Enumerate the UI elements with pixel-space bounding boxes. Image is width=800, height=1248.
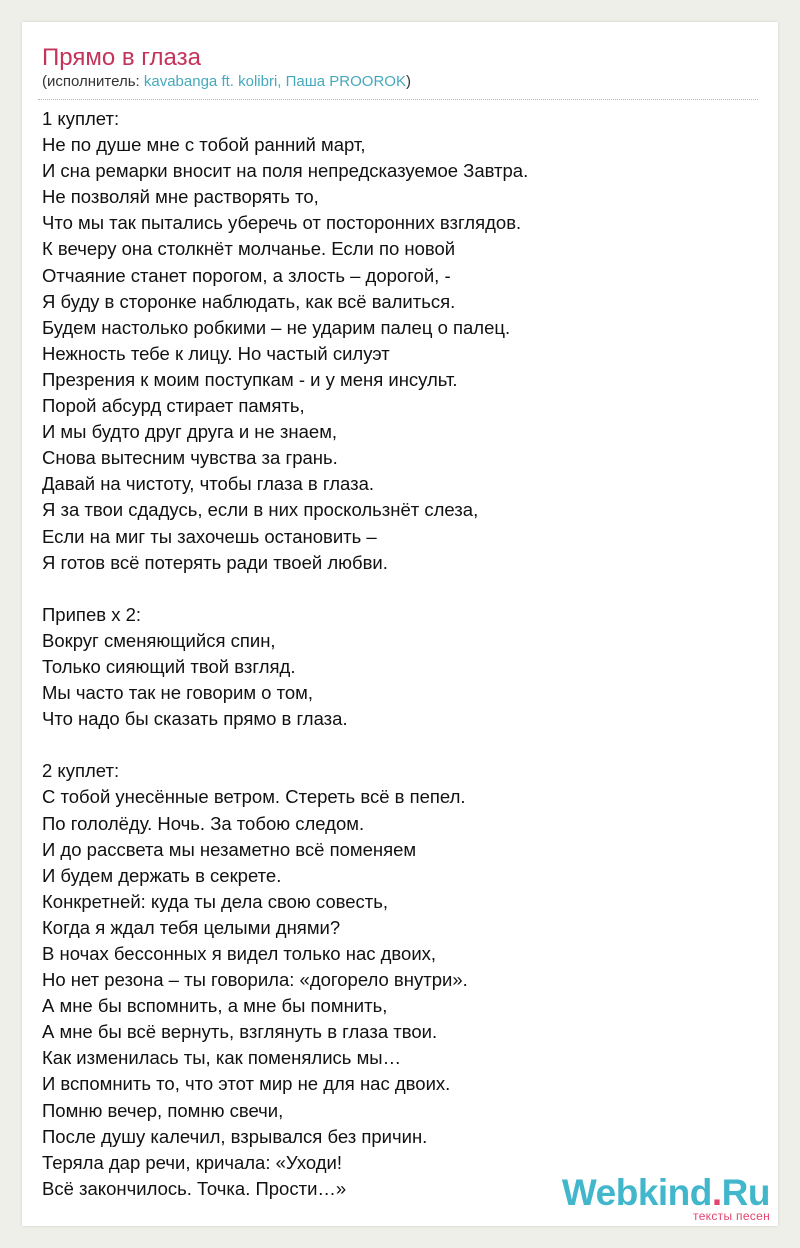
lyric-line: Помню вечер, помню свечи, <box>42 1099 284 1121</box>
lyric-line: Если на миг ты захочешь остановить – <box>42 525 377 547</box>
lyric-line: После душу калечил, взрывался без причин. <box>42 1125 428 1147</box>
lyric-line: 1 куплет: <box>42 108 120 129</box>
lyric-line: Давай на чистоту, чтобы глаза в глаза. <box>42 473 375 495</box>
lyric-line: Только сияющий твой взгляд. <box>42 655 296 677</box>
lyric-line: Вокруг сменяющийся спин, <box>42 629 276 651</box>
lyric-block <box>42 106 762 576</box>
watermark-dot: . <box>711 1172 722 1213</box>
lyrics-text <box>42 106 762 1228</box>
lyric-line: По гололёду. Ночь. За тобою следом. <box>42 812 365 834</box>
lyric-line: Но нет резона – ты говорила: «догорело внутри». <box>42 969 468 991</box>
lyric-line: Конкретней: куда ты дела свою совесть, <box>42 890 389 912</box>
song-title: Прямо в глаза <box>42 44 201 71</box>
lyric-line: А мне бы вспомнить, а мне бы помнить, <box>42 995 388 1017</box>
lyric-line: И вспомнить то, что этот мир не для нас двоих. <box>42 1073 451 1095</box>
lyric-line: Нежность тебе к лицу. Но частый силуэт <box>42 342 390 364</box>
watermark-logo <box>562 1174 770 1212</box>
artist-line <box>42 72 411 92</box>
lyric-line: Будем настолько робкими – не ударим палец о палец. <box>42 316 511 338</box>
lyric-line: Снова вытесним чувства за грань. <box>42 447 338 469</box>
watermark-brand: Webkind <box>561 1172 712 1213</box>
lyric-line: Порой абсурд стирает память, <box>42 395 305 417</box>
lyric-line: Что надо бы сказать прямо в глаза. <box>42 708 348 730</box>
lyric-line: И до рассвета мы незаметно всё поменяем <box>42 838 417 860</box>
lyric-line: Я готов всё потерять ради твоей любви. <box>42 551 388 573</box>
artist-link[interactable]: kavabanga ft. kolibri, Паша PROOROK <box>143 73 406 90</box>
artist-prefix: (исполнитель: <box>42 73 144 90</box>
lyrics-card <box>22 22 778 1226</box>
lyric-line: Я за твои сдадусь, если в них проскользнёт слеза, <box>42 499 479 521</box>
lyric-line: Как изменилась ты, как поменялись мы… <box>42 1047 402 1069</box>
title-divider <box>38 99 758 100</box>
lyric-line: Отчаяние станет порогом, а злость – дорогой, - <box>42 264 451 286</box>
webkind-watermark <box>562 1174 770 1222</box>
lyric-line: С тобой унесённые ветром. Стереть всё в пепел. <box>42 786 466 808</box>
lyric-line: Всё закончилось. Точка. Прости…» <box>42 1177 347 1199</box>
lyric-line: Презрения к моим поступкам - и у меня инсульт. <box>42 368 458 390</box>
watermark-tagline: тексты песен <box>693 1209 770 1223</box>
lyric-line: Не позволяй мне растворять то, <box>42 186 319 208</box>
lyric-line: Когда я ждал тебя целыми днями? <box>42 916 341 938</box>
lyric-line: И сна ремарки вносит на поля непредсказуемое Завтра. <box>42 160 529 182</box>
watermark-tld: Ru <box>721 1172 770 1213</box>
lyric-block <box>42 602 762 732</box>
artist-suffix: ) <box>405 73 411 90</box>
lyric-line: В ночах бессонных я видел только нас двоих, <box>42 943 437 964</box>
lyric-line: Не по душе мне с тобой ранний март, <box>42 134 366 156</box>
lyric-line: Я буду в сторонке наблюдать, как всё валиться. <box>42 290 456 312</box>
lyric-line: И мы будто друг друга и не знаем, <box>42 421 338 443</box>
lyric-line: И будем держать в секрете. <box>42 864 282 886</box>
lyric-line: Что мы так пытались уберечь от посторонних взглядов. <box>42 212 522 234</box>
lyric-line: К вечеру она столкнёт молчанье. Если по новой <box>42 238 456 260</box>
lyric-block <box>42 758 762 1202</box>
lyric-line: А мне бы всё вернуть, взглянуть в глаза твои. <box>42 1021 438 1043</box>
lyric-line: Теряла дар речи, кричала: «Уходи! <box>42 1151 343 1173</box>
lyric-line: Мы часто так не говорим о том, <box>42 682 314 704</box>
lyric-line: Припев х 2: <box>42 603 142 625</box>
lyric-line: 2 куплет: <box>42 760 120 782</box>
